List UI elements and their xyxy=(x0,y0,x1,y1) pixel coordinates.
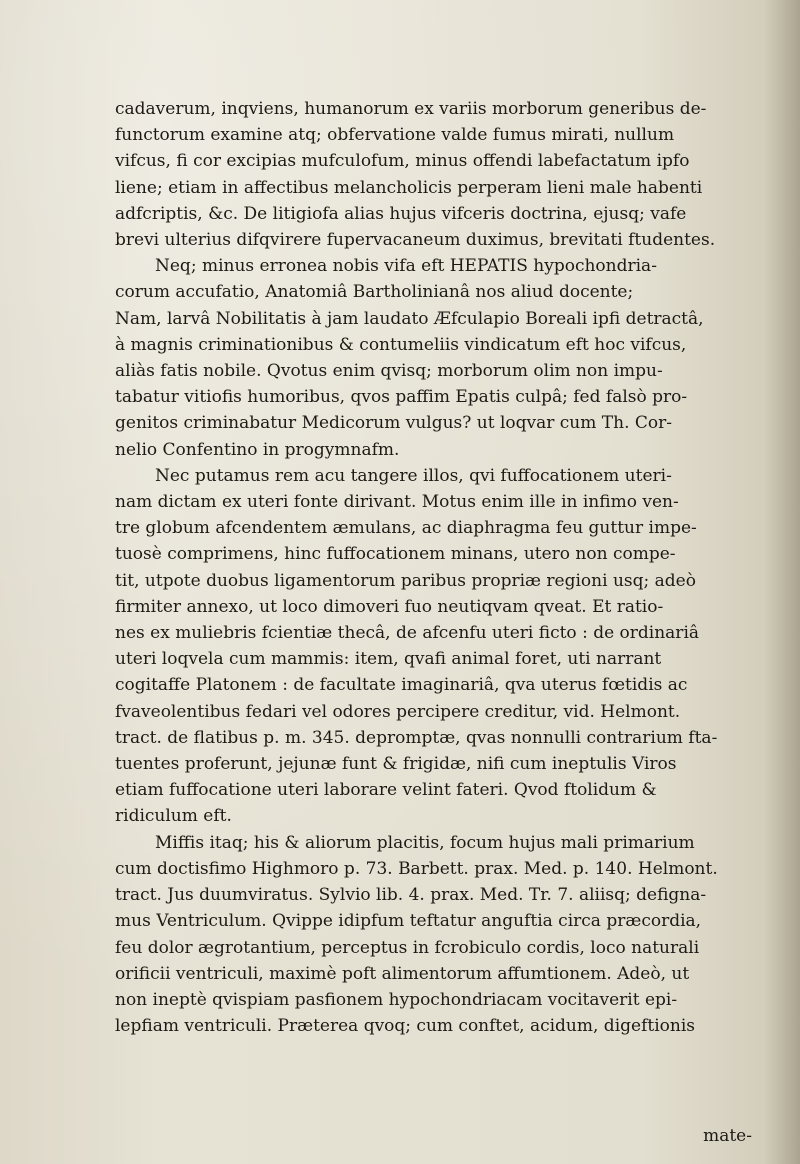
text-line: Nam, larvâ Nobilitatis à jam laudato Æfculapio Boreali ipfi detractâ, xyxy=(115,308,704,329)
text-line: tre globum afcendentem æmulans, ac diaphragma feu guttur impe- xyxy=(115,518,697,539)
text-line: nam dictam ex uteri fonte dirivant. Motus enim ille in infimo ven- xyxy=(115,492,679,513)
text-line: Neq; minus erronea nobis vifa eft HEPATIS hypochondria- xyxy=(155,256,657,277)
text-line: genitos criminabatur Medicorum vulgus? ut loqvar cum Th. Cor- xyxy=(115,413,672,434)
text-line: vifcus, fi cor excipias mufculofum, minus offendi labefactatum ipfo xyxy=(115,151,690,172)
text-line: nelio Confentino in progymnafm. xyxy=(115,439,400,460)
text-line: non ineptè qvispiam pasfionem hypochondriacam vocitaverit epi- xyxy=(115,989,678,1010)
text-line: tract. de flatibus p. m. 345. depromptæ, qvas nonnulli contrarium fta- xyxy=(115,727,718,748)
text-line: functorum examine atq; obfervatione valde fumus mirati, nullum xyxy=(115,125,675,146)
text-line: ridiculum eft. xyxy=(115,806,232,827)
body-text xyxy=(115,96,775,1039)
text-line: tuosè comprimens, hinc fuffocationem minans, utero non compe- xyxy=(115,544,676,565)
text-line: cogitaffe Platonem : de facultate imaginariâ, qva uterus fœtidis ac xyxy=(115,675,688,696)
text-line: liene; etiam in affectibus melancholicis perperam lieni male habenti xyxy=(115,177,703,198)
text-line: orificii ventriculi, maximè poft alimentorum affumtionem. Adeò, ut xyxy=(115,963,690,984)
text-line: tabatur vitiofis humoribus, qvos paffim Epatis culpâ; fed falsò pro- xyxy=(115,387,688,408)
text-line: adfcriptis, &c. De litigiofa alias hujus vifceris doctrina, ejusq; vafe xyxy=(115,203,687,224)
text-line: Miffis itaq; his & aliorum placitis, focum hujus mali primarium xyxy=(155,832,695,853)
text-line: nes ex muliebris fcientiæ thecâ, de afcenfu uteri ficto : de ordinariâ xyxy=(115,623,700,644)
text-line: tit, utpote duobus ligamentorum paribus propriæ regioni usq; adeò xyxy=(115,570,696,591)
catchword: mate- xyxy=(703,1126,752,1146)
text-line: aliàs fatis nobile. Qvotus enim qvisq; morborum olim non impu- xyxy=(115,361,663,382)
text-line: à magnis criminationibus & contumeliis vindicatum eft hoc vifcus, xyxy=(115,334,687,355)
text-line: cum doctisfimo Highmoro p. 73. Barbett. prax. Med. p. 140. Helmont. xyxy=(115,858,718,879)
text-line: Nec putamus rem acu tangere illos, qvi fuffocationem uteri- xyxy=(155,465,672,486)
text-line: fvaveolentibus fedari vel odores percipere creditur, vid. Helmont. xyxy=(115,701,681,722)
text-line: corum accufatio, Anatomiâ Bartholinianâ nos aliud docente; xyxy=(115,282,634,303)
text-line: uteri loqvela cum mammis: item, qvafi animal foret, uti narrant xyxy=(115,649,662,670)
text-line: lepfiam ventriculi. Præterea qvoq; cum conftet, acidum, digeftionis xyxy=(115,1016,695,1037)
text-line: etiam fuffocatione uteri laborare velint fateri. Qvod ftolidum & xyxy=(115,780,657,801)
text-line: cadaverum, inqviens, humanorum ex variis morborum generibus de- xyxy=(115,99,707,119)
text-line: tuentes proferunt, jejunæ funt & frigidæ, nifi cum ineptulis Viros xyxy=(115,754,677,775)
text-line: tract. Jus duumviratus. Sylvio lib. 4. prax. Med. Tr. 7. aliisq; defigna- xyxy=(115,885,707,906)
text-line: firmiter annexo, ut loco dimoveri fuo neutiqvam qveat. Et ratio- xyxy=(115,596,664,617)
text-line: mus Ventriculum. Qvippe idipfum teftatur anguftia circa præcordia, xyxy=(115,911,702,932)
text-line: brevi ulterius difqvirere fupervacaneum duximus, brevitati ftudentes. xyxy=(115,230,716,251)
text-line: feu dolor ægrotantium, perceptus in fcrobiculo cordis, loco naturali xyxy=(115,937,700,958)
